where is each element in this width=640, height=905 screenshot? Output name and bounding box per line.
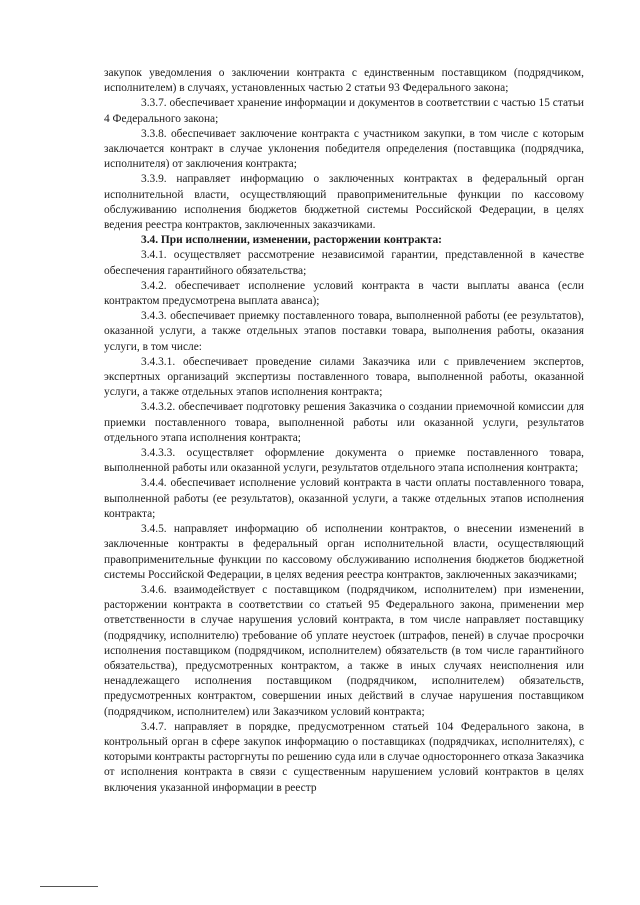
paragraph-3-4-1: 3.4.1. осуществляет рассмотрение независимой гарантии, представленной в качестве обеспечения гарантийного обязательства; <box>104 249 584 277</box>
paragraph-3-3-7: 3.3.7. обеспечивает хранение информации и документов в соответствии с частью 15 статьи 4 Федерального закона; <box>104 97 584 125</box>
paragraph-3-4-3-2: 3.4.3.2. обеспечивает подготовку решения Заказчика о создании приемочной комиссии для приемки поставленного товара, выполненной работы или оказанной услуги, результатов отдельного этапа исполнения контракта; <box>104 401 584 444</box>
paragraph-3-4-2: 3.4.2. обеспечивает исполнение условий контракта в части выплаты аванса (если контрактом предусмотрена выплата аванса); <box>104 279 584 308</box>
paragraph-3-4-7: 3.4.7. направляет в порядке, предусмотренном статьей 104 Федерального закона, в контрольный орган в сфере закупок информацию о поставщиках (подрядчиках, исполнителях), с которыми контракты расторгнуты по решению суда или в случае одностороннего отказа Заказчика от исполнения контракта в связи с существенным нарушением условий контрактов в целях включения указанной информации в реестр <box>104 720 584 794</box>
footnote-separator-line <box>40 886 98 887</box>
paragraph-3-4-3-1: 3.4.3.1. обеспечивает проведение силами Заказчика или с привлечением экспертов, экспертных организаций экспертизы поставленного товара, выполненной работы, оказанной услуги, а также отдельных этапов исполнения контракта; <box>104 355 584 399</box>
paragraph-3-4-3: 3.4.3. обеспечивает приемку поставленного товара, выполненной работы (ее результатов), оказанной услуги, а также отдельных этапов поставки товара, выполнения работы, оказания услуги, в том числе: <box>104 310 584 353</box>
paragraph-3-3-8: 3.3.8. обеспечивает заключение контракта с участником закупки, в том числе с которым заключается контракт в случае уклонения победителя определения (поставщика (подрядчика, исполнителя) от заключения контракта; <box>104 127 584 171</box>
paragraph-3-3-9: 3.3.9. направляет информацию о заключенных контрактах в федеральный орган исполнительной власти, осуществляющий правоприменительные функции по кассовому обслуживанию исполнения бюджетов бюджетной системы Российской Федерации, в целях ведения реестра контрактов, заключенных заказчиками. <box>104 173 584 232</box>
section-heading-3-4: 3.4. При исполнении, изменении, расторжении контракта: <box>141 234 442 247</box>
paragraph-3-4-5: 3.4.5. направляет информацию об исполнении контрактов, о внесении изменений в заключенные контракты в федеральный орган исполнительной власти, осуществляющий правоприменительные функции по кассовому обслуживанию исполнения бюджетов бюджетной системы Российской Федерации, в целях ведения реестра контрактов, заключенных заказчиками; <box>104 523 584 581</box>
paragraph-3-4-6: 3.4.6. взаимодействует с поставщиком (подрядчиком, исполнителем) при изменении, расторжении контракта в соответствии со статьей 95 Федерального закона, применении мер ответственности в случае нарушения условий контракта, в том числе направляет поставщику (подрядчику, исполнителю) требование об уплате неустоек (штрафов, пеней) в случае просрочки исполнения поставщиком (подрядчиком, исполнителем) обязательств (в том числе гарантийного обязательства), предусмотренных контрактом, а также в иных случаях неисполнения или ненадлежащего исполнения поставщиком (подрядчиком, исполнителем) обязательств, предусмотренных контрактом, совершении иных действий в случае нарушения поставщиком (подрядчиком, исполнителем) или Заказчиком условий контракта; <box>104 583 584 718</box>
paragraph-3-4-4: 3.4.4. обеспечивает исполнение условий контракта в части оплаты поставленного товара, выполненной работы (ее результатов), оказанной услуги, а также отдельных этапов исполнения контракта; <box>104 477 584 520</box>
document-page <box>104 66 584 796</box>
paragraph-3-4-3-3: 3.4.3.3. осуществляет оформление документа о приемке поставленного товара, выполненной работы или оказанной услуги, результатов отдельного этапа исполнения контракта; <box>104 447 584 475</box>
paragraph-continuation: закупок уведомления о заключении контракта с единственным поставщиком (подрядчиком, исполнителем) в случаях, установленных частью 2 статьи 93 Федерального закона; <box>104 67 584 95</box>
